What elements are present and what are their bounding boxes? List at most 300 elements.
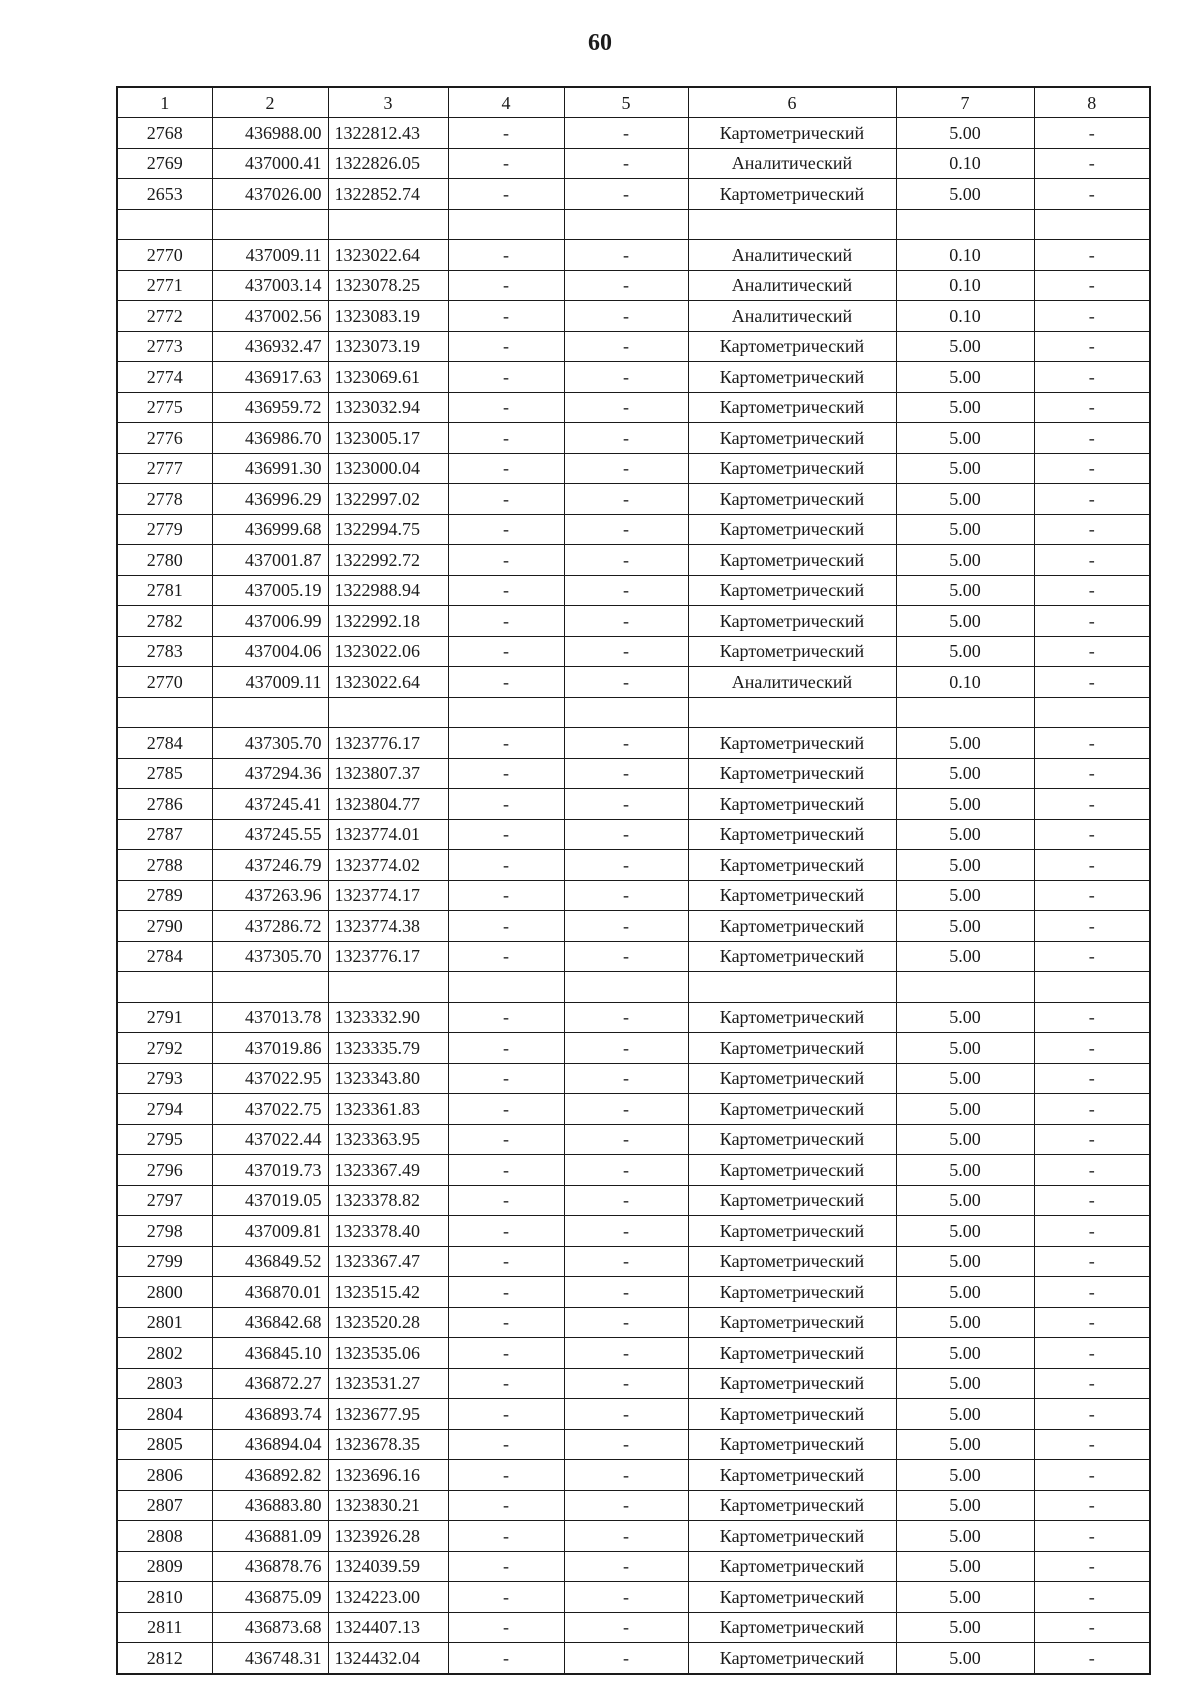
col8-cell: - — [1034, 636, 1150, 667]
point-number-cell: 2771 — [117, 270, 212, 301]
y-coordinate-cell: 1322812.43 — [328, 118, 448, 149]
column-header: 4 — [448, 87, 564, 118]
col4-cell: - — [448, 1216, 564, 1247]
table-row — [117, 1094, 1150, 1125]
x-coordinate-cell: 436870.01 — [212, 1277, 328, 1308]
point-number-cell: 2777 — [117, 453, 212, 484]
col4-cell: - — [448, 1582, 564, 1613]
point-number-cell: 2770 — [117, 240, 212, 271]
col5-cell: - — [564, 850, 688, 881]
table-row — [117, 1429, 1150, 1460]
col4-cell: - — [448, 758, 564, 789]
x-coordinate-cell — [212, 972, 328, 1003]
accuracy-cell: 5.00 — [896, 514, 1034, 545]
y-coordinate-cell: 1323804.77 — [328, 789, 448, 820]
col4-cell: - — [448, 331, 564, 362]
col5-cell: - — [564, 423, 688, 454]
accuracy-cell: 5.00 — [896, 850, 1034, 881]
point-number-cell: 2780 — [117, 545, 212, 576]
col4-cell: - — [448, 1155, 564, 1186]
col5-cell: - — [564, 301, 688, 332]
column-header: 3 — [328, 87, 448, 118]
table-row — [117, 514, 1150, 545]
table-row — [117, 789, 1150, 820]
point-number-cell: 2808 — [117, 1521, 212, 1552]
x-coordinate-cell: 436893.74 — [212, 1399, 328, 1430]
table-row — [117, 362, 1150, 393]
col5-cell: - — [564, 1490, 688, 1521]
point-number-cell: 2768 — [117, 118, 212, 149]
point-number-cell: 2784 — [117, 728, 212, 759]
table-row — [117, 1277, 1150, 1308]
col8-cell: - — [1034, 179, 1150, 210]
col5-cell: - — [564, 1216, 688, 1247]
col8-cell: - — [1034, 362, 1150, 393]
col5-cell: - — [564, 575, 688, 606]
x-coordinate-cell: 436878.76 — [212, 1551, 328, 1582]
y-coordinate-cell: 1324432.04 — [328, 1643, 448, 1674]
y-coordinate-cell: 1324407.13 — [328, 1612, 448, 1643]
method-cell: Картометрический — [688, 758, 896, 789]
accuracy-cell: 5.00 — [896, 1094, 1034, 1125]
y-coordinate-cell: 1323378.82 — [328, 1185, 448, 1216]
table-row — [117, 819, 1150, 850]
x-coordinate-cell: 437004.06 — [212, 636, 328, 667]
accuracy-cell: 0.10 — [896, 148, 1034, 179]
col8-cell: - — [1034, 545, 1150, 576]
method-cell: Картометрический — [688, 331, 896, 362]
x-coordinate-cell: 436996.29 — [212, 484, 328, 515]
col5-cell: - — [564, 880, 688, 911]
col8-cell: - — [1034, 575, 1150, 606]
col4-cell: - — [448, 1551, 564, 1582]
point-number-cell: 2775 — [117, 392, 212, 423]
y-coordinate-cell: 1324039.59 — [328, 1551, 448, 1582]
col4-cell: - — [448, 1246, 564, 1277]
y-coordinate-cell: 1323332.90 — [328, 1002, 448, 1033]
col4-cell: - — [448, 636, 564, 667]
method-cell: Картометрический — [688, 1582, 896, 1613]
x-coordinate-cell: 437305.70 — [212, 941, 328, 972]
col5-cell: - — [564, 1551, 688, 1582]
accuracy-cell: 5.00 — [896, 819, 1034, 850]
point-number-cell: 2789 — [117, 880, 212, 911]
accuracy-cell: 5.00 — [896, 1185, 1034, 1216]
x-coordinate-cell: 436881.09 — [212, 1521, 328, 1552]
accuracy-cell: 0.10 — [896, 240, 1034, 271]
col5-cell: - — [564, 453, 688, 484]
col8-cell: - — [1034, 1063, 1150, 1094]
col5-cell: - — [564, 1277, 688, 1308]
point-number-cell: 2812 — [117, 1643, 212, 1674]
table-row — [117, 148, 1150, 179]
col5-cell: - — [564, 1094, 688, 1125]
accuracy-cell: 5.00 — [896, 1460, 1034, 1491]
y-coordinate-cell: 1322852.74 — [328, 179, 448, 210]
table-row — [117, 484, 1150, 515]
y-coordinate-cell: 1323032.94 — [328, 392, 448, 423]
col5-cell: - — [564, 240, 688, 271]
col5-cell: - — [564, 1002, 688, 1033]
method-cell: Аналитический — [688, 270, 896, 301]
table-row — [117, 1124, 1150, 1155]
x-coordinate-cell: 437005.19 — [212, 575, 328, 606]
x-coordinate-cell: 437022.44 — [212, 1124, 328, 1155]
accuracy-cell: 5.00 — [896, 758, 1034, 789]
y-coordinate-cell: 1323022.64 — [328, 240, 448, 271]
y-coordinate-cell: 1323830.21 — [328, 1490, 448, 1521]
col8-cell: - — [1034, 1460, 1150, 1491]
col4-cell: - — [448, 1307, 564, 1338]
accuracy-cell: 5.00 — [896, 1124, 1034, 1155]
x-coordinate-cell: 437263.96 — [212, 880, 328, 911]
col5-cell: - — [564, 1399, 688, 1430]
col4-cell: - — [448, 1063, 564, 1094]
method-cell — [688, 697, 896, 728]
method-cell: Картометрический — [688, 1124, 896, 1155]
x-coordinate-cell: 437002.56 — [212, 301, 328, 332]
x-coordinate-cell: 437246.79 — [212, 850, 328, 881]
col8-cell: - — [1034, 606, 1150, 637]
y-coordinate-cell: 1323677.95 — [328, 1399, 448, 1430]
col5-cell: - — [564, 392, 688, 423]
table-row — [117, 911, 1150, 942]
x-coordinate-cell: 436917.63 — [212, 362, 328, 393]
method-cell: Картометрический — [688, 911, 896, 942]
table-row — [117, 1002, 1150, 1033]
point-number-cell: 2797 — [117, 1185, 212, 1216]
col8-cell: - — [1034, 1429, 1150, 1460]
point-number-cell: 2801 — [117, 1307, 212, 1338]
table-row — [117, 850, 1150, 881]
column-header: 6 — [688, 87, 896, 118]
col8-cell: - — [1034, 667, 1150, 698]
x-coordinate-cell: 436988.00 — [212, 118, 328, 149]
col5-cell: - — [564, 1429, 688, 1460]
point-number-cell: 2807 — [117, 1490, 212, 1521]
x-coordinate-cell: 437019.86 — [212, 1033, 328, 1064]
table-row — [117, 575, 1150, 606]
table-row — [117, 636, 1150, 667]
col4-cell — [448, 697, 564, 728]
accuracy-cell: 5.00 — [896, 1612, 1034, 1643]
col4-cell: - — [448, 1490, 564, 1521]
y-coordinate-cell: 1322997.02 — [328, 484, 448, 515]
col4-cell: - — [448, 1338, 564, 1369]
method-cell: Картометрический — [688, 941, 896, 972]
y-coordinate-cell — [328, 209, 448, 240]
accuracy-cell: 5.00 — [896, 1368, 1034, 1399]
method-cell: Аналитический — [688, 148, 896, 179]
accuracy-cell: 5.00 — [896, 728, 1034, 759]
x-coordinate-cell: 436959.72 — [212, 392, 328, 423]
col8-cell: - — [1034, 1185, 1150, 1216]
point-number-cell: 2796 — [117, 1155, 212, 1186]
point-number-cell: 2792 — [117, 1033, 212, 1064]
y-coordinate-cell: 1323774.38 — [328, 911, 448, 942]
y-coordinate-cell: 1323335.79 — [328, 1033, 448, 1064]
accuracy-cell: 5.00 — [896, 179, 1034, 210]
col4-cell: - — [448, 575, 564, 606]
table-row — [117, 423, 1150, 454]
table-row — [117, 453, 1150, 484]
col5-cell: - — [564, 1612, 688, 1643]
col5-cell — [564, 697, 688, 728]
y-coordinate-cell: 1323361.83 — [328, 1094, 448, 1125]
accuracy-cell: 5.00 — [896, 789, 1034, 820]
col8-cell: - — [1034, 1094, 1150, 1125]
table-row — [117, 118, 1150, 149]
table-row — [117, 758, 1150, 789]
accuracy-cell: 5.00 — [896, 1246, 1034, 1277]
x-coordinate-cell: 436872.27 — [212, 1368, 328, 1399]
col4-cell: - — [448, 1185, 564, 1216]
col4-cell: - — [448, 1643, 564, 1674]
col8-cell: - — [1034, 1033, 1150, 1064]
col4-cell: - — [448, 362, 564, 393]
point-number-cell: 2783 — [117, 636, 212, 667]
col8-cell: - — [1034, 1338, 1150, 1369]
table-row — [117, 209, 1150, 240]
accuracy-cell: 5.00 — [896, 331, 1034, 362]
point-number-cell: 2804 — [117, 1399, 212, 1430]
x-coordinate-cell: 436842.68 — [212, 1307, 328, 1338]
y-coordinate-cell: 1323367.47 — [328, 1246, 448, 1277]
point-number-cell: 2653 — [117, 179, 212, 210]
col5-cell: - — [564, 758, 688, 789]
col5-cell: - — [564, 606, 688, 637]
col4-cell: - — [448, 728, 564, 759]
col8-cell: - — [1034, 1582, 1150, 1613]
table-row — [117, 301, 1150, 332]
col8-cell: - — [1034, 270, 1150, 301]
accuracy-cell: 5.00 — [896, 1643, 1034, 1674]
col4-cell — [448, 972, 564, 1003]
method-cell: Картометрический — [688, 1246, 896, 1277]
y-coordinate-cell: 1323535.06 — [328, 1338, 448, 1369]
point-number-cell: 2787 — [117, 819, 212, 850]
method-cell — [688, 972, 896, 1003]
method-cell: Картометрический — [688, 606, 896, 637]
col8-cell: - — [1034, 880, 1150, 911]
method-cell: Картометрический — [688, 1612, 896, 1643]
col5-cell: - — [564, 1338, 688, 1369]
column-header: 2 — [212, 87, 328, 118]
point-number-cell: 2769 — [117, 148, 212, 179]
table-row — [117, 1490, 1150, 1521]
col4-cell: - — [448, 118, 564, 149]
col4-cell: - — [448, 545, 564, 576]
method-cell: Картометрический — [688, 789, 896, 820]
method-cell: Картометрический — [688, 1033, 896, 1064]
accuracy-cell: 5.00 — [896, 1063, 1034, 1094]
col5-cell: - — [564, 1368, 688, 1399]
x-coordinate-cell — [212, 209, 328, 240]
x-coordinate-cell: 436894.04 — [212, 1429, 328, 1460]
y-coordinate-cell: 1322994.75 — [328, 514, 448, 545]
y-coordinate-cell: 1322826.05 — [328, 148, 448, 179]
y-coordinate-cell: 1323696.16 — [328, 1460, 448, 1491]
x-coordinate-cell: 437009.11 — [212, 240, 328, 271]
method-cell: Картометрический — [688, 1399, 896, 1430]
x-coordinate-cell: 436845.10 — [212, 1338, 328, 1369]
accuracy-cell: 0.10 — [896, 667, 1034, 698]
point-number-cell: 2784 — [117, 941, 212, 972]
col5-cell — [564, 209, 688, 240]
table-row — [117, 1399, 1150, 1430]
accuracy-cell: 5.00 — [896, 1490, 1034, 1521]
x-coordinate-cell: 436986.70 — [212, 423, 328, 454]
accuracy-cell: 5.00 — [896, 484, 1034, 515]
col8-cell: - — [1034, 301, 1150, 332]
table-row — [117, 240, 1150, 271]
accuracy-cell: 5.00 — [896, 453, 1034, 484]
table-row — [117, 1033, 1150, 1064]
table-row — [117, 1643, 1150, 1674]
page-number: 60 — [588, 30, 612, 56]
method-cell — [688, 209, 896, 240]
point-number-cell: 2778 — [117, 484, 212, 515]
method-cell: Картометрический — [688, 1307, 896, 1338]
col4-cell: - — [448, 1460, 564, 1491]
col5-cell: - — [564, 514, 688, 545]
col4-cell: - — [448, 423, 564, 454]
x-coordinate-cell: 436883.80 — [212, 1490, 328, 1521]
method-cell: Картометрический — [688, 1338, 896, 1369]
column-header: 5 — [564, 87, 688, 118]
col4-cell: - — [448, 392, 564, 423]
method-cell: Картометрический — [688, 1155, 896, 1186]
col5-cell: - — [564, 819, 688, 850]
point-number-cell: 2794 — [117, 1094, 212, 1125]
col5-cell: - — [564, 179, 688, 210]
point-number-cell: 2810 — [117, 1582, 212, 1613]
x-coordinate-cell: 437001.87 — [212, 545, 328, 576]
table-row — [117, 1338, 1150, 1369]
col8-cell: - — [1034, 1155, 1150, 1186]
y-coordinate-cell: 1323083.19 — [328, 301, 448, 332]
col4-cell — [448, 209, 564, 240]
accuracy-cell: 5.00 — [896, 1521, 1034, 1552]
col8-cell: - — [1034, 331, 1150, 362]
col4-cell: - — [448, 880, 564, 911]
col5-cell: - — [564, 1307, 688, 1338]
col4-cell: - — [448, 1521, 564, 1552]
method-cell: Картометрический — [688, 118, 896, 149]
col8-cell: - — [1034, 850, 1150, 881]
x-coordinate-cell: 436875.09 — [212, 1582, 328, 1613]
point-number-cell: 2802 — [117, 1338, 212, 1369]
x-coordinate-cell: 437294.36 — [212, 758, 328, 789]
method-cell: Картометрический — [688, 819, 896, 850]
x-coordinate-cell: 437022.75 — [212, 1094, 328, 1125]
point-number-cell: 2772 — [117, 301, 212, 332]
table-row — [117, 1246, 1150, 1277]
col5-cell: - — [564, 331, 688, 362]
coordinates-table — [116, 86, 1151, 1675]
table-row — [117, 1460, 1150, 1491]
x-coordinate-cell: 437245.55 — [212, 819, 328, 850]
col4-cell: - — [448, 667, 564, 698]
point-number-cell: 2800 — [117, 1277, 212, 1308]
accuracy-cell — [896, 697, 1034, 728]
col5-cell: - — [564, 270, 688, 301]
point-number-cell — [117, 209, 212, 240]
y-coordinate-cell: 1323000.04 — [328, 453, 448, 484]
point-number-cell: 2776 — [117, 423, 212, 454]
table-row — [117, 179, 1150, 210]
point-number-cell: 2809 — [117, 1551, 212, 1582]
table-row — [117, 270, 1150, 301]
table-row — [117, 972, 1150, 1003]
point-number-cell: 2773 — [117, 331, 212, 362]
col4-cell: - — [448, 301, 564, 332]
col4-cell: - — [448, 1124, 564, 1155]
y-coordinate-cell: 1322988.94 — [328, 575, 448, 606]
col4-cell: - — [448, 941, 564, 972]
y-coordinate-cell: 1322992.72 — [328, 545, 448, 576]
column-header: 8 — [1034, 87, 1150, 118]
col5-cell: - — [564, 545, 688, 576]
point-number-cell: 2791 — [117, 1002, 212, 1033]
point-number-cell: 2785 — [117, 758, 212, 789]
col8-cell: - — [1034, 148, 1150, 179]
col8-cell: - — [1034, 453, 1150, 484]
y-coordinate-cell: 1323807.37 — [328, 758, 448, 789]
point-number-cell: 2798 — [117, 1216, 212, 1247]
y-coordinate-cell: 1323926.28 — [328, 1521, 448, 1552]
accuracy-cell: 5.00 — [896, 1307, 1034, 1338]
method-cell: Картометрический — [688, 453, 896, 484]
col8-cell: - — [1034, 911, 1150, 942]
accuracy-cell — [896, 209, 1034, 240]
method-cell: Картометрический — [688, 1216, 896, 1247]
col5-cell: - — [564, 1582, 688, 1613]
col4-cell: - — [448, 240, 564, 271]
col5-cell: - — [564, 667, 688, 698]
col8-cell: - — [1034, 484, 1150, 515]
col4-cell: - — [448, 1429, 564, 1460]
accuracy-cell: 0.10 — [896, 301, 1034, 332]
accuracy-cell: 5.00 — [896, 1399, 1034, 1430]
x-coordinate-cell: 437245.41 — [212, 789, 328, 820]
y-coordinate-cell: 1323363.95 — [328, 1124, 448, 1155]
col4-cell: - — [448, 1033, 564, 1064]
x-coordinate-cell: 436849.52 — [212, 1246, 328, 1277]
col5-cell: - — [564, 941, 688, 972]
method-cell: Картометрический — [688, 362, 896, 393]
x-coordinate-cell: 437009.11 — [212, 667, 328, 698]
column-header: 1 — [117, 87, 212, 118]
method-cell: Картометрический — [688, 423, 896, 454]
col4-cell: - — [448, 1368, 564, 1399]
table-row — [117, 1368, 1150, 1399]
y-coordinate-cell: 1323022.64 — [328, 667, 448, 698]
method-cell: Картометрический — [688, 545, 896, 576]
method-cell: Картометрический — [688, 514, 896, 545]
col4-cell: - — [448, 1002, 564, 1033]
x-coordinate-cell: 436991.30 — [212, 453, 328, 484]
col4-cell: - — [448, 148, 564, 179]
accuracy-cell: 5.00 — [896, 1033, 1034, 1064]
col8-cell: - — [1034, 1002, 1150, 1033]
col5-cell: - — [564, 1460, 688, 1491]
method-cell: Картометрический — [688, 1490, 896, 1521]
col4-cell: - — [448, 453, 564, 484]
col4-cell: - — [448, 850, 564, 881]
col5-cell: - — [564, 362, 688, 393]
col4-cell: - — [448, 1612, 564, 1643]
